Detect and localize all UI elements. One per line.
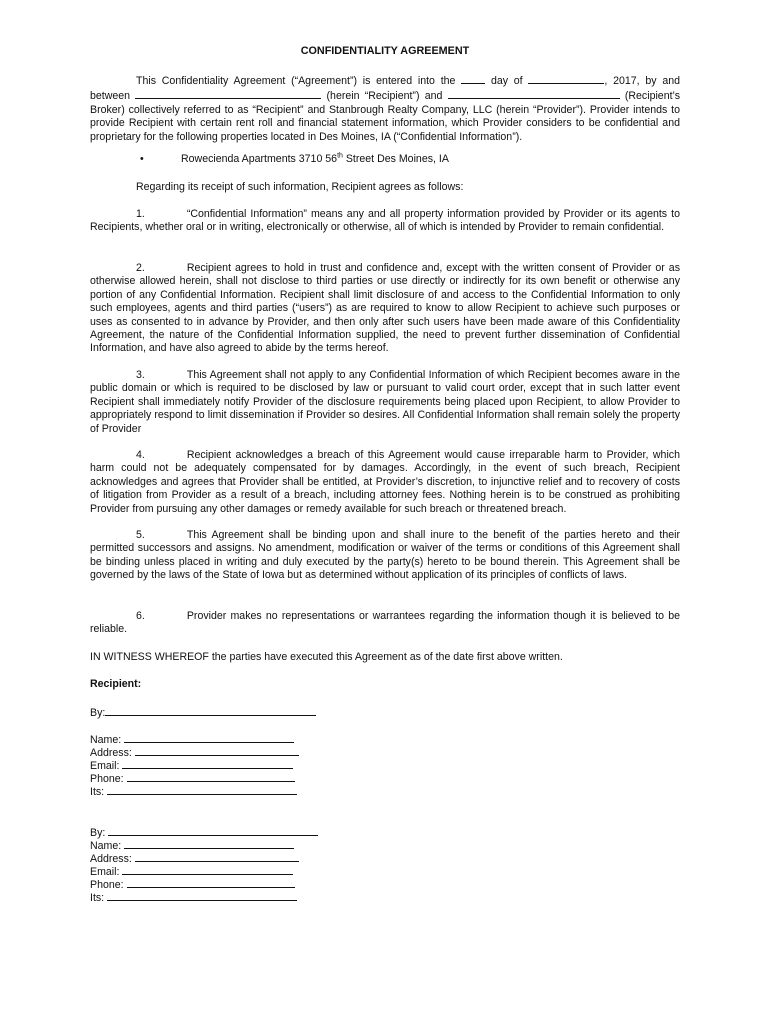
clause-5 [90,529,680,583]
document-title: CONFIDENTIALITY AGREEMENT [300,45,470,57]
clause-number: 6. [136,610,145,622]
name-label: Name: [90,840,122,852]
clause-text: Provider makes no representations or warrantees regarding the information though it is believed to be reliable. [90,610,680,636]
month-blank[interactable] [528,73,604,84]
by-field[interactable] [108,825,318,836]
email-label: Email: [90,866,120,878]
property-item [181,153,449,166]
day-blank[interactable] [461,73,485,84]
recipient-label: Recipient: [90,678,142,690]
clause-number: 3. [136,369,145,381]
by-label: By: [90,827,106,839]
clause-number: 4. [136,449,145,461]
clause-text: Recipient acknowledges a breach of this Agreement would cause irreparable harm to Provider, which harm could not be adequately compensated for by damages. Accordingly, in the event of such breach, Recipient acknowledges and agrees that Provider shall be entitled, at Provider’s discretion, to injunctive relief and to recovery of costs of litigation from Provider as a result of a breach, including attorney fees. Nothing herein is to be construed as prohibiting Provider from pursuing any other damages or remedy available for such breach or threatened breach. [90,449,680,515]
witness-line: IN WITNESS WHEREOF the parties have executed this Agreement as of the date first above written. [90,651,563,663]
clause-text: This Agreement shall be binding upon and shall inure to the benefit of the parties hereto and their permitted successors and assigns. No amendment, modification or waiver of the terms or conditions of this Agreement shall be binding unless placed in writing and duly executed by the party(s) hereto to be bound therein. This Agreement shall be governed by the laws of the State of Iowa but as determined without application of its principles of conflicts of laws. [90,529,680,582]
recipient-blank[interactable] [135,88,321,99]
email-field[interactable] [122,758,293,769]
by-field[interactable] [105,705,316,716]
its-field[interactable] [107,784,297,795]
clause-6 [90,610,680,637]
property-suffix: th [337,152,343,160]
property-name-pre: Rowecienda Apartments 3710 56 [181,153,338,165]
address-field[interactable] [135,851,299,862]
email-label: Email: [90,760,120,772]
intro-paragraph [90,73,680,144]
phone-field[interactable] [127,877,295,888]
phone-field[interactable] [127,771,295,782]
clause-4 [90,449,680,516]
clause-number: 5. [136,529,145,541]
regarding-line: Regarding its receipt of such information, Recipient agrees as follows: [136,181,464,193]
address-label: Address: [90,853,132,865]
by-label: By: [90,707,106,719]
email-field[interactable] [122,864,293,875]
its-label: Its: [90,892,105,904]
its-field[interactable] [107,890,297,901]
property-name-post: Street Des Moines, IA [342,153,449,165]
address-label: Address: [90,747,132,759]
sig1-its-row [90,784,297,799]
clause-text: Recipient agrees to hold in trust and confidence and, except with the written consent of Provider or as otherwise allowed herein, shall not disclose to third parties or use directly or indirectly for its own benefit or otherwise any portion of any Confidential Information. Recipient shall limit disclosure of and access to the Confidential Information to only such employees, agents and third parties (“users”) as are required to know to allow Recipient to achieve such purposes or uses as consented to in advance by Provider, and then only after such users have been made aware of this Confidentiality Agreement, the nature of the Confidential Information supplied, the need to prevent further dissemination of Confidential Information, and have also agreed to abide by the terms hereof. [90,262,680,355]
broker-blank[interactable] [448,88,620,99]
intro-text-1: This Confidentiality Agreement (“Agreement”) is entered into the [136,75,456,87]
intro-text-4: (herein “Recipient”) and [326,90,443,103]
phone-label: Phone: [90,773,124,785]
clause-number: 1. [136,208,145,220]
intro-text-2: day of [490,75,523,87]
clause-3 [90,369,680,436]
sig2-its-row [90,890,297,905]
name-label: Name: [90,734,122,746]
name-field[interactable] [124,838,294,849]
intro-text-5: (Recipient’s Broker) collectively referred to as “Recipient” and Stanbrough Realty Company, LLC (herein “Provider”). Provider intends to provide Recipient with certain rent roll and financial statement information, which Provider considers to be confidential and proprietary for the following properties located in Des Moines, IA (“Confidential Information”). [90,90,680,143]
clause-number: 2. [136,262,145,274]
clause-text: “Confidential Information” means any and all property information provided by Provider or its agents to Recipients, whether oral or in writing, electronically or otherwise, all of which is intended by Provider to remain confidential. [90,208,680,234]
name-field[interactable] [124,732,294,743]
sig1-by-row [90,705,316,720]
bullet-icon: • [140,153,144,165]
intro-text-3: , 2017, by and between [90,75,680,103]
clause-1 [90,208,680,235]
address-field[interactable] [135,745,299,756]
its-label: Its: [90,786,105,798]
clause-2 [90,262,680,356]
clause-text: This Agreement shall not apply to any Confidential Information of which Recipient becomes aware in the public domain or which is required to be disclosed by law or pursuant to valid court order, except that in such latter event Recipient shall immediately notify Provider of the disclosure requirements being placed upon Recipient, to allow Provider to appropriately respond to limit dissemination if Provider so desires. All Confidential Information shall remain solely the property of Provider [90,369,680,435]
phone-label: Phone: [90,879,124,891]
